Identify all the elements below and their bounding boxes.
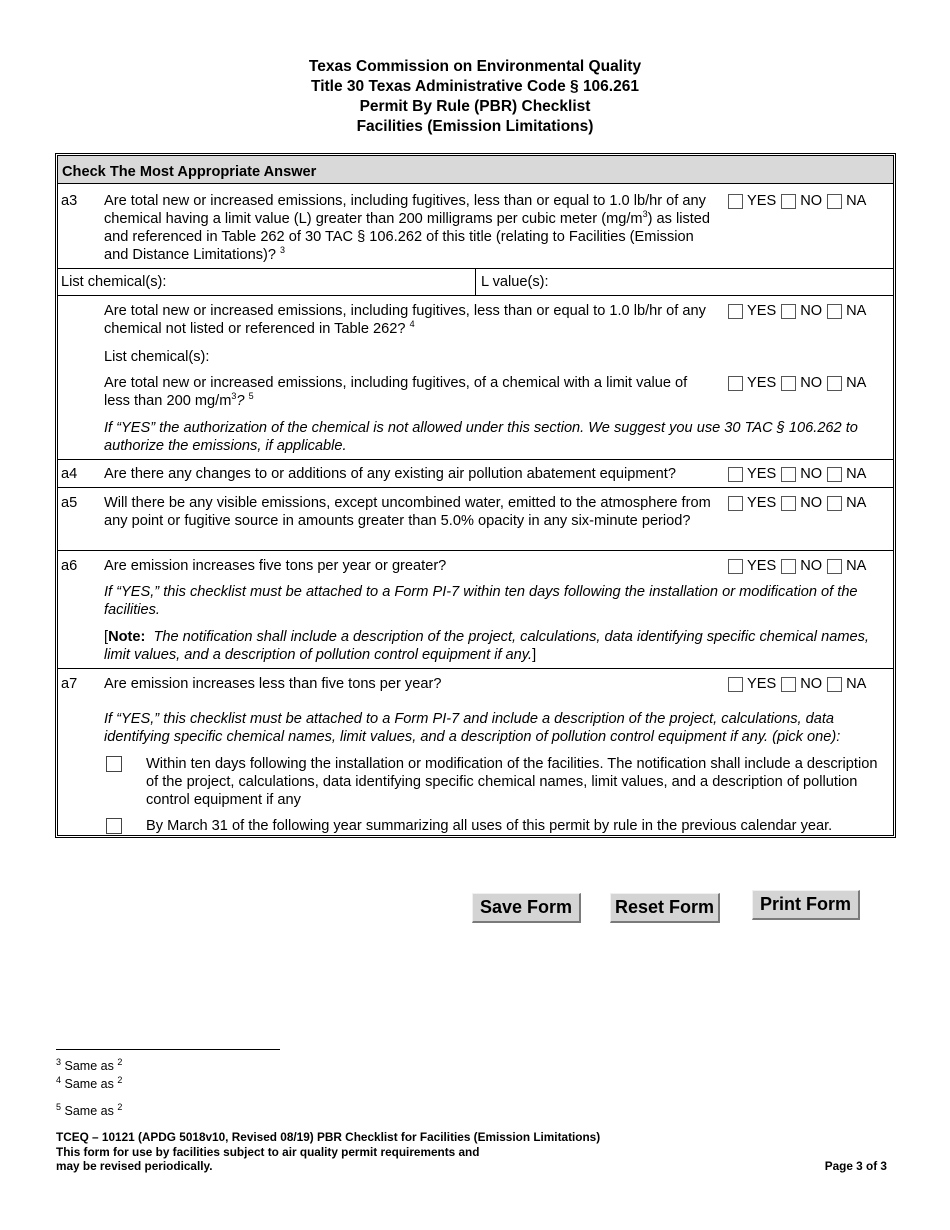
reset-form-button[interactable]: Reset Form bbox=[610, 893, 720, 923]
checkbox-a7-na[interactable] bbox=[827, 677, 842, 692]
list-chemicals-label: List chemical(s): bbox=[61, 274, 167, 290]
question-a3-unlisted: Are total new or increased emissions, including fugitives, less than or equal to 1.0 lb/hr of any chemical not listed or referenced in Table 262? $^4$ bbox=[104, 303, 706, 337]
checkbox-a3c-yes[interactable] bbox=[728, 376, 743, 391]
document-header bbox=[0, 57, 950, 137]
footnote-separator bbox=[56, 1049, 280, 1050]
question-a5: Will there be any visible emissions, except uncombined water, emitted to the atmosphere from any point or fugitive source in amounts greater than 5.0% opacity in any six-minute period? bbox=[104, 495, 711, 529]
checkbox-a3c-na[interactable] bbox=[827, 376, 842, 391]
agency-title: Texas Commission on Environmental Quality bbox=[308, 58, 642, 75]
answer-group-a3-low-limit: YES NO NA bbox=[728, 374, 866, 392]
label-a7: a7 bbox=[61, 676, 78, 692]
checkbox-a7-yes[interactable] bbox=[728, 677, 743, 692]
answer-group-a6: YES NO NA bbox=[728, 557, 866, 575]
checkbox-a5-yes[interactable] bbox=[728, 496, 743, 511]
form-footer bbox=[56, 1130, 600, 1174]
row-a5 bbox=[58, 488, 893, 551]
code-title: Title 30 Texas Administrative Code § 106.261 bbox=[311, 78, 639, 95]
checkbox-a4-no[interactable] bbox=[781, 467, 796, 482]
l-value-label: L value(s): bbox=[481, 274, 549, 290]
checkbox-a4-na[interactable] bbox=[827, 467, 842, 482]
checkbox-a7-no[interactable] bbox=[781, 677, 796, 692]
option-a7-ten-days: Within ten days following the installation or modification of the facilities. The notification shall include a description of the project, calculations, data identifying specific chemical names, limit values, and a description of pollution control equipment if any bbox=[146, 756, 878, 808]
row-a3-list bbox=[58, 268, 893, 296]
question-a6: Are emission increases five tons per year or greater? bbox=[104, 558, 447, 574]
form-id: TCEQ – 10121 (APDG 5018v10, Revised 08/19) PBR Checklist for Facilities (Emission Limitations) bbox=[56, 1130, 601, 1144]
checklist-title: Permit By Rule (PBR) Checklist bbox=[359, 98, 591, 115]
question-a3-low-limit: Are total new or increased emissions, including fugitives, of a chemical with a limit value of less than 200 $mg/m^3$? $^5$ bbox=[104, 375, 688, 409]
label-a6: a6 bbox=[61, 558, 78, 574]
checkbox-a4-yes[interactable] bbox=[728, 467, 743, 482]
save-form-button[interactable]: Save Form bbox=[472, 893, 581, 923]
list-chemicals-label-2: List chemical(s): bbox=[104, 349, 210, 365]
label-a5: a5 bbox=[61, 495, 78, 511]
checkbox-a3-na[interactable] bbox=[827, 194, 842, 209]
checkbox-a7-option-march[interactable] bbox=[106, 818, 122, 834]
checkbox-a6-yes[interactable] bbox=[728, 559, 743, 574]
checkbox-a3b-no[interactable] bbox=[781, 304, 796, 319]
footnote-4: $^4$ Same as $^2$ bbox=[56, 1074, 123, 1091]
note-a6: If “YES,” this checklist must be attached to a Form PI-7 within ten days following the installation or modification of the facilities. bbox=[104, 584, 858, 618]
answer-group-a3: YES NO NA bbox=[728, 192, 866, 210]
checkbox-a3-no[interactable] bbox=[781, 194, 796, 209]
label-a3: a3 bbox=[61, 193, 78, 209]
note-a3: If “YES” the authorization of the chemical is not allowed under this section. We suggest you use 30 TAC § 106.262 to authorize the emissions, if applicable. bbox=[104, 420, 858, 454]
footnote-5: $^5$ Same as $^2$ bbox=[56, 1101, 123, 1118]
facilities-title: Facilities (Emission Limitations) bbox=[356, 118, 594, 135]
checkbox-a3b-yes[interactable] bbox=[728, 304, 743, 319]
question-a3: Are total new or increased emissions, including fugitives, less than or equal to 1.0 lb/hr of any chemical having a limit value (L) greater than 200 milligrams per cubic meter $(mg/m^3)$ as listed and referenced in Table 262 of 30 TAC § 106.262 of this title (relating to Facilities (Emission and Distance Limitations)? $^3$ bbox=[104, 193, 711, 263]
form-heading-row bbox=[58, 156, 893, 184]
page-number: Page 3 of 3 bbox=[824, 1159, 887, 1173]
footnote-3: $^3$ Same as $^2$ bbox=[56, 1056, 123, 1073]
checkbox-a3b-na[interactable] bbox=[827, 304, 842, 319]
form-usage: This form for use by facilities subject to air quality permit requirements and bbox=[56, 1144, 480, 1159]
form-heading: Check The Most Appropriate Answer bbox=[62, 164, 317, 180]
note-a7: If “YES,” this checklist must be attached to a Form PI-7 and include a description of the project, calculations, data identifying specific chemical names, limit values, and a description of pollution control equipment if any. (pick one): bbox=[104, 711, 841, 745]
checkbox-a5-no[interactable] bbox=[781, 496, 796, 511]
checkbox-a5-na[interactable] bbox=[827, 496, 842, 511]
question-a4: Are there any changes to or additions of any existing air pollution abatement equipment? bbox=[104, 466, 676, 482]
form-revision-note: may be revised periodically. bbox=[56, 1159, 213, 1173]
row-a7 bbox=[58, 669, 893, 839]
row-a4 bbox=[58, 460, 893, 488]
answer-group-a4: YES NO NA bbox=[728, 465, 866, 483]
checkbox-a3-yes[interactable] bbox=[728, 194, 743, 209]
column-divider bbox=[475, 268, 476, 295]
answer-group-a7: YES NO NA bbox=[728, 675, 866, 693]
checklist-form bbox=[55, 153, 896, 838]
checkbox-a3c-no[interactable] bbox=[781, 376, 796, 391]
checkbox-a6-no[interactable] bbox=[781, 559, 796, 574]
note2-a6: [Note: The notification shall include a description of the project, calculations, data identifying specific chemical names, limit values, and a description of pollution control equipment if any.] bbox=[104, 629, 869, 663]
row-a3 bbox=[58, 184, 893, 269]
answer-group-a5: YES NO NA bbox=[728, 494, 866, 512]
answer-group-a3-unlisted: YES NO NA bbox=[728, 302, 866, 320]
print-form-button[interactable]: Print Form bbox=[752, 890, 860, 920]
option-a7-march: By March 31 of the following year summarizing all uses of this permit by rule in the previous calendar year. bbox=[146, 818, 833, 834]
checkbox-a7-option-ten-days[interactable] bbox=[106, 756, 122, 772]
row-a6 bbox=[58, 551, 893, 669]
label-a4: a4 bbox=[61, 466, 78, 482]
question-a7: Are emission increases less than five tons per year? bbox=[104, 676, 442, 692]
checkbox-a6-na[interactable] bbox=[827, 559, 842, 574]
